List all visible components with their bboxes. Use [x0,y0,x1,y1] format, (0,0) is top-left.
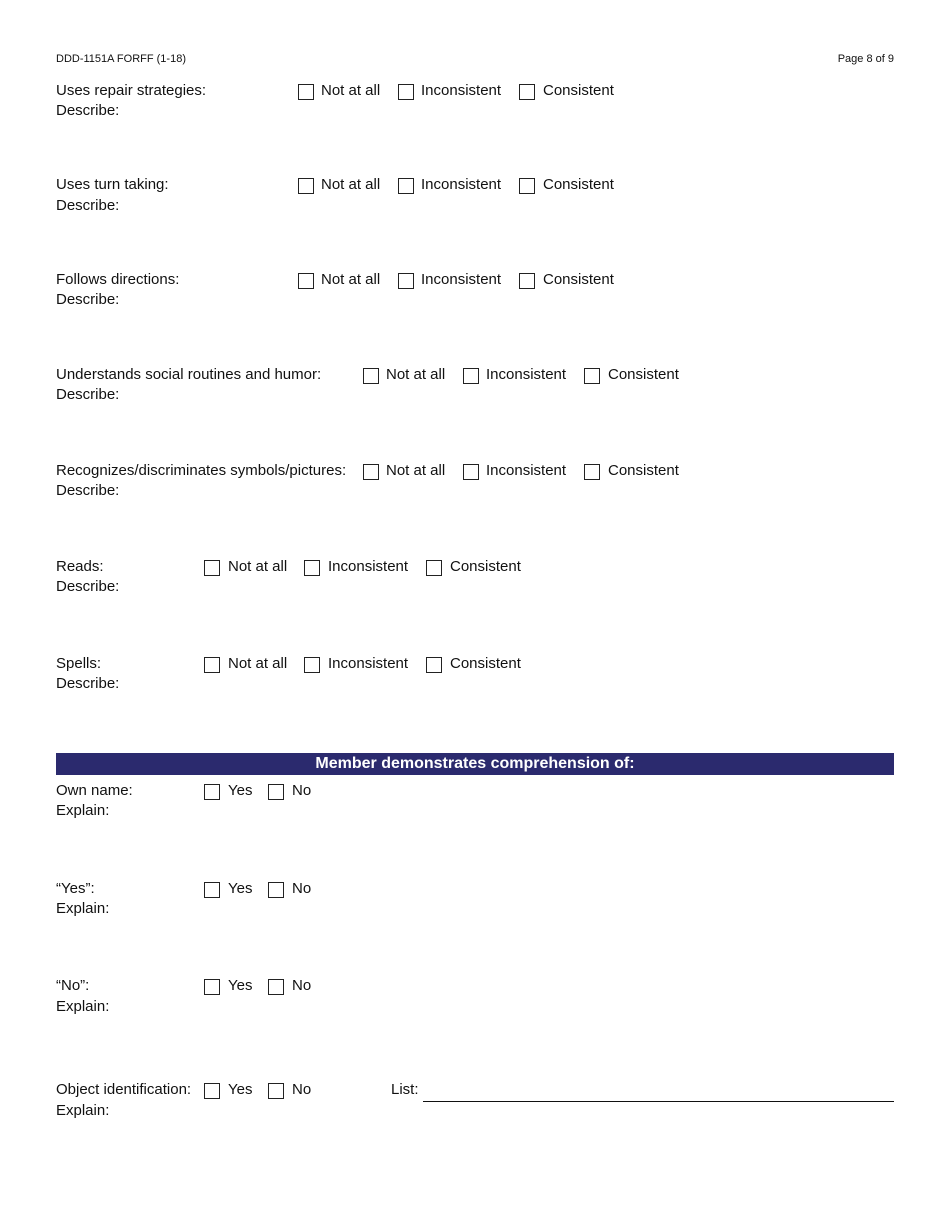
inconsistent-checkbox[interactable] [398,273,414,289]
question-label: Uses repair strategies: [56,82,207,99]
consistent-checkbox[interactable] [426,657,442,673]
inconsistent-label: Inconsistent [421,176,502,193]
page-number: Page 8 of 9 [837,53,894,65]
no-label: No [292,782,312,799]
yes-checkbox[interactable] [204,979,220,995]
explain-label: Explain: [56,1102,110,1119]
describe-label: Describe: [56,197,120,214]
consistent-label: Consistent [608,366,679,383]
describe-label: Describe: [56,482,120,499]
no-label: No [292,880,312,897]
not-at-all-label: Not at all [386,462,446,479]
consistent-label: Consistent [450,558,521,575]
consistent-checkbox[interactable] [584,368,600,384]
inconsistent-checkbox[interactable] [398,178,414,194]
consistent-checkbox[interactable] [584,464,600,480]
inconsistent-label: Inconsistent [328,558,409,575]
yes-label: Yes [228,977,253,994]
question-label: “Yes”: [56,880,95,897]
consistent-checkbox[interactable] [519,84,535,100]
form-id: DDD-1151A FORFF (1-18) [56,53,186,65]
inconsistent-checkbox[interactable] [398,84,414,100]
inconsistent-label: Inconsistent [486,366,567,383]
not-at-all-checkbox[interactable] [363,464,379,480]
not-at-all-label: Not at all [321,271,381,288]
list-input-line[interactable] [423,1101,894,1102]
inconsistent-label: Inconsistent [328,655,409,672]
explain-label: Explain: [56,998,110,1015]
yes-label: Yes [228,880,253,897]
no-label: No [292,977,312,994]
not-at-all-label: Not at all [321,176,381,193]
question-label: Own name: [56,782,133,799]
explain-label: Explain: [56,802,110,819]
list-label: List: [391,1081,419,1098]
question-label: “No”: [56,977,90,994]
inconsistent-label: Inconsistent [421,82,502,99]
consistent-label: Consistent [543,82,614,99]
consistent-label: Consistent [608,462,679,479]
yes-label: Yes [228,782,253,799]
not-at-all-checkbox[interactable] [298,178,314,194]
not-at-all-label: Not at all [321,82,381,99]
inconsistent-checkbox[interactable] [463,368,479,384]
no-label: No [292,1081,312,1098]
not-at-all-checkbox[interactable] [204,657,220,673]
inconsistent-label: Inconsistent [421,271,502,288]
yes-label: Yes [228,1081,253,1098]
consistent-checkbox[interactable] [519,178,535,194]
describe-label: Describe: [56,102,120,119]
describe-label: Describe: [56,386,120,403]
not-at-all-checkbox[interactable] [298,84,314,100]
inconsistent-checkbox[interactable] [463,464,479,480]
describe-label: Describe: [56,675,120,692]
consistent-checkbox[interactable] [426,560,442,576]
question-label: Follows directions: [56,271,180,288]
question-label: Reads: [56,558,104,575]
inconsistent-checkbox[interactable] [304,560,320,576]
explain-label: Explain: [56,900,110,917]
question-label: Recognizes/discriminates symbols/pictures: [56,462,347,479]
section-header: Member demonstrates comprehension of: [56,753,894,775]
question-label: Spells: [56,655,102,672]
consistent-label: Consistent [543,271,614,288]
question-label: Understands social routines and humor: [56,366,322,383]
yes-checkbox[interactable] [204,784,220,800]
consistent-label: Consistent [543,176,614,193]
not-at-all-label: Not at all [386,366,446,383]
inconsistent-checkbox[interactable] [304,657,320,673]
no-checkbox[interactable] [268,784,284,800]
consistent-checkbox[interactable] [519,273,535,289]
describe-label: Describe: [56,291,120,308]
inconsistent-label: Inconsistent [486,462,567,479]
consistent-label: Consistent [450,655,521,672]
describe-label: Describe: [56,578,120,595]
not-at-all-checkbox[interactable] [204,560,220,576]
no-checkbox[interactable] [268,882,284,898]
question-label: Object identification: [56,1081,192,1098]
no-checkbox[interactable] [268,1083,284,1099]
yes-checkbox[interactable] [204,1083,220,1099]
not-at-all-checkbox[interactable] [298,273,314,289]
no-checkbox[interactable] [268,979,284,995]
not-at-all-label: Not at all [228,655,288,672]
yes-checkbox[interactable] [204,882,220,898]
question-label: Uses turn taking: [56,176,169,193]
not-at-all-label: Not at all [228,558,288,575]
not-at-all-checkbox[interactable] [363,368,379,384]
